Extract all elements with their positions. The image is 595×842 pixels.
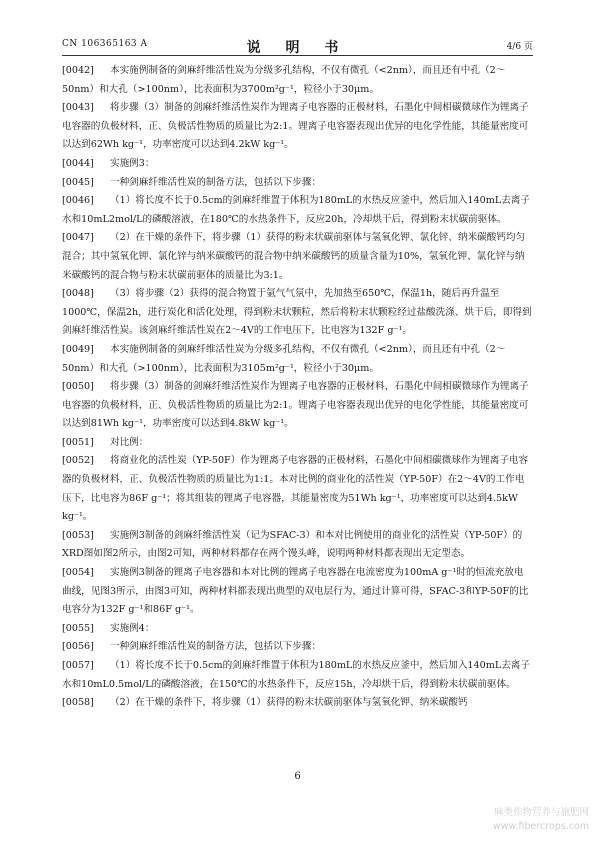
paragraph — [62, 229, 533, 285]
paragraph-number: [ 0050 ] — [62, 378, 110, 397]
paragraph — [62, 657, 533, 694]
paragraph-text: 实施例4： — [110, 622, 155, 634]
paragraph-text: 本实施例制备的剑麻纤维活性炭为分级多孔结构，不仅有微孔（<2nm），而且还有中孔（2～50nm）和大孔（>100nm），比表面积为3700m²g⁻¹，粒径小于30μm。 — [62, 65, 506, 95]
paragraph-text: 实施例3： — [110, 157, 155, 169]
paragraph-text: （2）在干燥的条件下，将步骤（1）获得的粉末状碳前驱体与氢氧化钾、纳米碳酸钙 — [110, 697, 468, 709]
watermark-line1: 麻类作物营养与施肥网 — [493, 807, 589, 818]
paragraph — [62, 62, 533, 99]
paragraph-number: [ 0057 ] — [62, 657, 110, 676]
paragraph — [62, 620, 533, 639]
paragraph-number: [ 0058 ] — [62, 694, 110, 713]
paragraph — [62, 564, 533, 620]
paragraph-text: （2）在干燥的条件下，将步骤（1）获得的粉末状碳前驱体与氢氧化钾、氯化锌、纳米碳酸钙均匀混合；其中氢氧化钾、氯化锌与纳米碳酸钙的混合物中纳米碳酸钙的质量含量为10%，氢氧化钾、氯化锌与纳米碳酸钙的混合物与粉末状碳前驱体的质量比为3:1。 — [62, 232, 526, 281]
paragraph-number: [ 0054 ] — [62, 564, 110, 583]
paragraph-number: [ 0042 ] — [62, 62, 110, 81]
paragraph — [62, 527, 533, 564]
paragraph-number: [ 0049 ] — [62, 341, 110, 360]
paragraph-text: 实施例3制备的剑麻纤维活性炭（记为SFAC-3）和本对比例使用的商业化的活性炭（YP-50F）的XRD图如图2所示，由图2可知，两种材料都存在两个馒头峰，说明两种材料都表现出无定型态。 — [62, 529, 523, 560]
paragraph — [62, 155, 533, 174]
page-of-total: 4/6 页 — [506, 42, 533, 52]
paragraph-number: [ 0047 ] — [62, 229, 110, 248]
paragraph-number: [ 0051 ] — [62, 434, 110, 453]
paragraph-number: [ 0044 ] — [62, 155, 110, 174]
paragraph-text: 本实施例制备的剑麻纤维活性炭为分级多孔结构，不仅有微孔（<2nm），而且还有中孔（2～50nm）和大孔（>100nm），比表面积为3105m²g⁻¹，粒径小于30μm。 — [62, 343, 506, 374]
page-header — [62, 37, 533, 56]
paragraph-text: （3）将步骤（2）获得的混合物置于氩气气氛中，先加热至650℃，保温1h，随后再升温至1000℃，保温2h，进行炭化和活化处理，得到粉末状颗粒，然后将粉末状颗粒经过盐酸洗涤、烘干后，即得到剑麻纤维活性炭。该剑麻纤维活性炭在2～4V的工作电压下，比电容为132F g⁻¹。 — [62, 288, 532, 337]
paragraph-number: [ 0056 ] — [62, 638, 110, 657]
paragraph — [62, 285, 533, 341]
watermark-line2: www.fibercrops.com — [492, 821, 589, 832]
paragraph — [62, 192, 533, 229]
paragraph — [62, 694, 533, 713]
paragraph — [62, 638, 533, 657]
paragraph-number: [ 0053 ] — [62, 527, 110, 546]
paragraph-text: 一种剑麻纤维活性炭的制备方法，包括以下步骤： — [110, 641, 322, 653]
paragraph-number: [ 0043 ] — [62, 99, 110, 118]
paragraph-text: 将步骤（3）制备的剑麻纤维活性炭作为锂离子电容器的正极材料，石墨化中间相碳微球作为锂离子电容器的负极材料，正、负极活性物质的质量比为2:1。锂离子电容器表现出优异的电化学性能，其能量密度可以达到81Wh kg⁻¹，功率密度可以达到4.8kW kg⁻¹。 — [62, 381, 529, 430]
paragraph-number: [ 0046 ] — [62, 192, 110, 211]
paragraph-number: [ 0055 ] — [62, 620, 110, 639]
document-title: 说 明 书 — [246, 40, 349, 56]
header-rule — [62, 55, 533, 56]
paragraph-text: （1）将长度不长于0.5cm的剑麻纤维置于体积为180mL的水热反应釜中，然后加入140mL去离子水和10mL0.5mol/L的磷酸溶液，在150℃的水热条件下，反应15h，冷却烘干后，得到粉末状碳前驱体。 — [62, 660, 530, 690]
paragraph — [62, 434, 533, 453]
watermark — [493, 806, 589, 834]
paragraph-text: 将步骤（3）制备的剑麻纤维活性炭作为锂离子电容器的正极材料，石墨化中间相碳微球作为锂离子电容器的负极材料，正、负极活性物质的质量比为2:1。锂离子电容器表现出优异的电化学性能，其能量密度可以达到62Wh kg⁻¹，功率密度可以达到4.2kW kg⁻¹。 — [62, 102, 529, 151]
publication-number: CN 106365163 A — [62, 39, 148, 49]
paragraph — [62, 174, 533, 193]
paragraph-number: [ 0048 ] — [62, 285, 110, 304]
page-number: 6 — [294, 771, 301, 782]
paragraph-text: （1）将长度不长于0.5cm的剑麻纤维置于体积为180mL的水热反应釜中，然后加入140mL去离子水和10mL2mol/L的磷酸溶液，在180℃的水热条件下，反应20h，冷却烘干后，得到粉末状碳前驱体。 — [62, 195, 530, 225]
document-body — [62, 62, 533, 713]
paragraph-text: 对比例： — [110, 436, 149, 448]
paragraph — [62, 341, 533, 378]
paragraph-number: [ 0052 ] — [62, 452, 110, 471]
paragraph-text: 实施例3制备的锂离子电容器和本对比例的锂离子电容器在电流密度为100mA g⁻¹时的恒流充放电曲线，见图3所示，由图3可知，两种材料都表现出典型的双电层行为，通过计算可得，SFAC-3和YP-50F的比电容分为132F g⁻¹和86F g⁻¹。 — [62, 567, 529, 616]
paragraph — [62, 99, 533, 155]
paragraph-text: 一种剑麻纤维活性炭的制备方法，包括以下步骤： — [110, 176, 322, 188]
paragraph-text: 将商业化的活性炭（YP-50F）作为锂离子电容器的正极材料，石墨化中间相碳微球作为锂离子电容器的负极材料，正、负极活性物质的质量比为1:1。本对比例的商业化的活性炭（YP-50F）在2～4V的工作电压下，比电容为86F g⁻¹；将其组装的锂离子电容器，其能量密度为51Wh kg⁻¹，功率密度可以达到4.5kW kg⁻¹。 — [62, 455, 529, 523]
paragraph — [62, 452, 533, 526]
paragraph-number: [ 0045 ] — [62, 174, 110, 193]
paragraph — [62, 378, 533, 434]
